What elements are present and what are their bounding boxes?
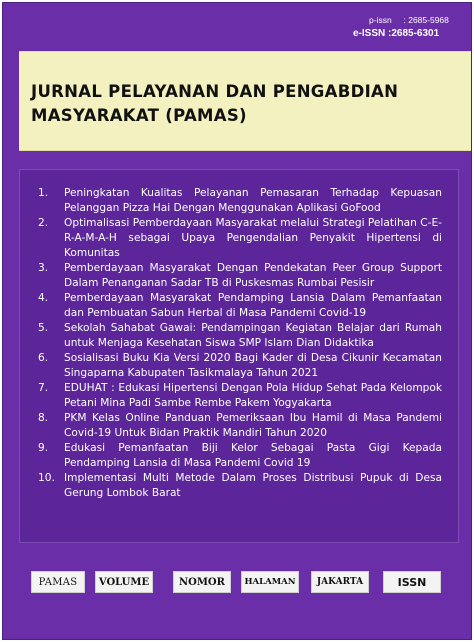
- article-number: 5.: [38, 322, 49, 334]
- title-band: [19, 51, 472, 151]
- article-number: 2.: [38, 217, 49, 229]
- list-item: [38, 261, 442, 291]
- article-number: 4.: [38, 292, 49, 304]
- print-issn: [351, 13, 471, 27]
- article-title: Edukasi Pemanfaatan Biji Kelor Sebagai Pasta Gigi Kepada Pendamping Lansia di Masa Pandemi Covid 19: [64, 442, 442, 469]
- electronic-issn-value: :2685-6301: [388, 28, 440, 39]
- print-issn-value: : 2685-5968: [403, 15, 449, 25]
- article-number: 1.: [38, 187, 49, 199]
- list-item: [38, 411, 442, 441]
- issn-badge: ISSN: [383, 571, 441, 593]
- list-item: [38, 351, 442, 381]
- nomor-badge: NOMOR: [173, 571, 231, 593]
- halaman-badge: HALAMAN: [241, 571, 299, 593]
- article-number: 9.: [38, 442, 49, 454]
- article-title: EDUHAT : Edukasi Hipertensi Dengan Pola Hidup Sehat Pada Kelompok Petani Mina Padi Sambe Rembe Pakem Yogyakarta: [64, 382, 442, 409]
- list-item: [38, 381, 442, 411]
- article-title: Optimalisasi Pemberdayaan Masyarakat melalui Strategi Pelatihan C-E-R-A-M-A-H sebagai Upaya Pengendalian Penyakit Hipertensi di Komunitas: [64, 217, 442, 259]
- article-number: 8.: [38, 412, 49, 424]
- journal-cover: [2, 2, 472, 640]
- article-number: 6.: [38, 352, 49, 364]
- article-title: Implementasi Multi Metode Dalam Proses Distribusi Pupuk di Desa Gerung Lombok Barat: [64, 472, 442, 499]
- electronic-issn-label: e-ISSN: [353, 28, 386, 39]
- list-item: [38, 471, 442, 501]
- list-item: [38, 291, 442, 321]
- issn-block: [351, 13, 471, 41]
- footer-badges: [31, 571, 441, 595]
- list-item: [38, 216, 442, 261]
- article-number: 7.: [38, 382, 49, 394]
- article-list: [38, 186, 442, 501]
- pamas-badge: PAMAS: [31, 571, 85, 593]
- jakarta-badge: JAKARTA: [311, 571, 369, 593]
- article-number: 3.: [38, 262, 49, 274]
- article-title: Pemberdayaan Masyarakat Pendamping Lansia Dalam Pemanfaatan dan Pembuatan Sabun Herbal di Masa Pandemi Covid-19: [64, 292, 442, 319]
- article-title: Sosialisasi Buku Kia Versi 2020 Bagi Kader di Desa Cikunir Kecamatan Singaparna Kabupaten Tasikmalaya Tahun 2021: [64, 352, 442, 379]
- volume-badge: VOLUME: [95, 571, 153, 593]
- journal-title-line2: MASYARAKAT (PAMAS): [31, 106, 247, 125]
- list-item: [38, 321, 442, 351]
- article-title: PKM Kelas Online Panduan Pemeriksaan Ibu Hamil di Masa Pandemi Covid-19 Untuk Bidan Praktik Mandiri Tahun 2020: [64, 412, 442, 439]
- list-item: [38, 441, 442, 471]
- table-of-contents: [19, 169, 459, 543]
- journal-title: [31, 80, 471, 128]
- article-number: 10.: [38, 472, 55, 484]
- electronic-issn: [351, 27, 471, 41]
- journal-title-line1: JURNAL PELAYANAN DAN PENGABDIAN: [31, 82, 399, 101]
- list-item: [38, 186, 442, 216]
- article-title: Peningkatan Kualitas Pelayanan Pemasaran Terhadap Kepuasan Pelanggan Pizza Hai Dengan Menggunakan Aplikasi GoFood: [64, 187, 442, 214]
- article-title: Sekolah Sahabat Gawai: Pendampingan Kegiatan Belajar dari Rumah untuk Menjaga Kesehatan Siswa SMP Islam Dian Didaktika: [64, 322, 442, 349]
- article-title: Pemberdayaan Masyarakat Dengan Pendekatan Peer Group Support Dalam Penanganan Sadar TB di Puskesmas Rumbai Pesisir: [64, 262, 442, 289]
- print-issn-label: p-issn: [369, 15, 392, 25]
